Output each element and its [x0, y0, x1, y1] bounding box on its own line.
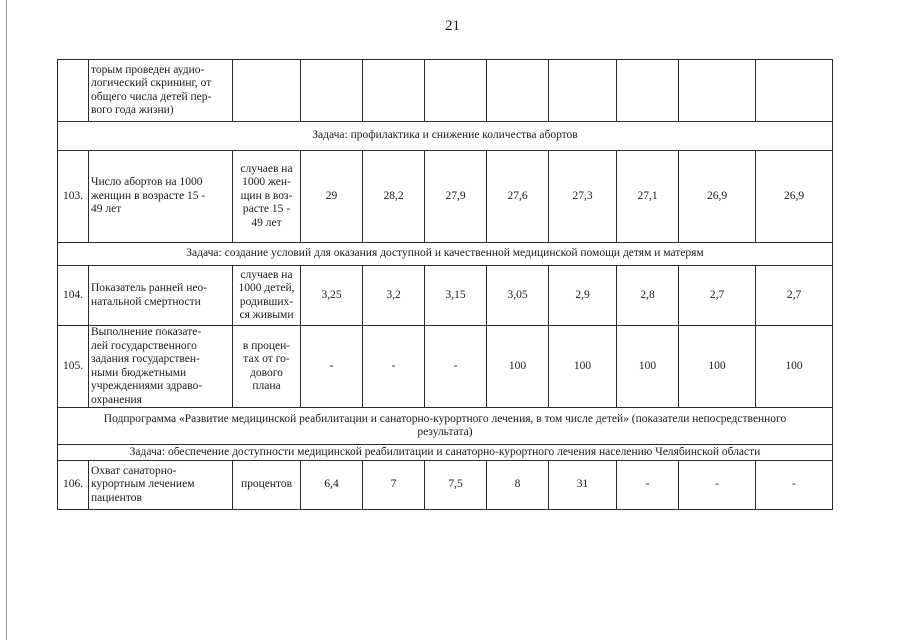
table-row	[58, 266, 833, 326]
value-cell	[301, 60, 363, 122]
value-cell: 3,25	[301, 266, 363, 326]
unit-of-measure	[233, 60, 301, 122]
text-line: лей государственного	[91, 339, 197, 352]
value-cell: -	[363, 326, 425, 408]
value-cell: -	[756, 461, 833, 510]
value-cell: -	[301, 326, 363, 408]
value-cell	[756, 60, 833, 122]
section-row	[58, 408, 833, 445]
text-line: дового	[250, 366, 283, 379]
value-cell	[679, 60, 756, 122]
value-cell	[617, 60, 679, 122]
value-cell: 3,15	[425, 266, 487, 326]
value-cell: 27,1	[617, 151, 679, 243]
text-line: случаев на	[240, 162, 293, 175]
text-line: курортным лечением	[91, 478, 195, 491]
value-cell: 3,05	[487, 266, 549, 326]
indicator-name	[89, 151, 233, 243]
value-cell: 26,9	[756, 151, 833, 243]
row-number: 103.	[58, 151, 89, 243]
value-cell: -	[617, 461, 679, 510]
indicator-name	[89, 266, 233, 326]
text-line: пациентов	[91, 491, 142, 504]
text-line: родивших-	[239, 295, 294, 308]
value-cell: 100	[679, 326, 756, 408]
value-cell: 7,5	[425, 461, 487, 510]
value-cell: 2,7	[756, 266, 833, 326]
unit-of-measure	[233, 151, 301, 243]
text-line: результата)	[417, 426, 473, 438]
indicator-name	[89, 326, 233, 408]
text-line: Показатель ранней нео-	[91, 282, 208, 294]
unit-of-measure	[233, 461, 301, 510]
value-cell	[363, 60, 425, 122]
value-cell: 100	[617, 326, 679, 408]
text-line: вого года жизни)	[91, 104, 174, 116]
table-row	[58, 461, 833, 510]
value-cell: 100	[487, 326, 549, 408]
table-row	[58, 151, 833, 243]
section-row	[58, 122, 833, 151]
value-cell	[487, 60, 549, 122]
text-line: расте 15 -	[242, 203, 291, 216]
left-margin-line	[6, 0, 7, 640]
row-number: 106.	[58, 461, 89, 510]
value-cell: 26,9	[679, 151, 756, 243]
section-row	[58, 243, 833, 266]
section-title: Задача: обеспечение доступности медицинской реабилитации и санаторно-курортного лечения населению Челябинской области	[58, 445, 833, 461]
table-row	[58, 60, 833, 122]
unit-of-measure	[233, 266, 301, 326]
section-title	[58, 408, 833, 445]
text-line: процентов	[240, 478, 293, 491]
text-line: логический скрининг, от	[91, 77, 212, 89]
text-line: 49 лет	[91, 203, 122, 216]
text-line: щин в воз-	[240, 189, 293, 202]
value-cell	[425, 60, 487, 122]
unit-of-measure	[233, 326, 301, 408]
text-line: охранения	[91, 393, 142, 406]
text-line: женщин в возрасте 15 -	[91, 189, 206, 202]
value-cell: 7	[363, 461, 425, 510]
value-cell: 27,3	[549, 151, 617, 243]
value-cell	[549, 60, 617, 122]
indicators-table	[57, 59, 833, 510]
value-cell: 29	[301, 151, 363, 243]
text-line: торым проведен аудио-	[91, 63, 205, 76]
value-cell: 100	[549, 326, 617, 408]
table-row	[58, 326, 833, 408]
text-line: задания государствен-	[91, 353, 200, 365]
value-cell: 8	[487, 461, 549, 510]
value-cell: 28,2	[363, 151, 425, 243]
text-line: Число абортов на 1000	[91, 176, 203, 189]
text-line: в процен-	[242, 339, 291, 352]
value-cell: 2,7	[679, 266, 756, 326]
text-line: общего числа детей пер-	[91, 90, 212, 103]
text-line: ся живыми	[239, 309, 294, 321]
text-line: натальной смертности	[91, 295, 201, 308]
text-line: Охват санаторно-	[91, 464, 177, 477]
value-cell: -	[425, 326, 487, 408]
text-line: случаев на	[240, 268, 293, 281]
indicator-name	[89, 461, 233, 510]
text-line: учреждениями здраво-	[91, 380, 203, 392]
value-cell: -	[679, 461, 756, 510]
section-title: Задача: создание условий для оказания доступной и качественной медицинской помощи детям и матерям	[58, 243, 833, 266]
value-cell: 27,9	[425, 151, 487, 243]
value-cell: 3,2	[363, 266, 425, 326]
text-line: ными бюджетными	[91, 366, 187, 379]
text-line: 1000 жен-	[242, 176, 291, 189]
page-number: 21	[445, 18, 460, 34]
value-cell: 2,9	[549, 266, 617, 326]
text-line: Подпрограмма «Развитие медицинской реабилитации и санаторно-курортного лечения, в том числе детей» (показатели непосредственного	[103, 412, 787, 425]
row-number: 104.	[58, 266, 89, 326]
row-number	[58, 60, 89, 122]
value-cell: 31	[549, 461, 617, 510]
text-line: 49 лет	[251, 216, 282, 229]
value-cell: 27,6	[487, 151, 549, 243]
value-cell: 100	[756, 326, 833, 408]
indicator-name	[89, 60, 233, 122]
text-line: плана	[252, 380, 281, 392]
text-line: тах от го-	[243, 353, 290, 365]
section-row	[58, 445, 833, 461]
section-title: Задача: профилактика и снижение количества абортов	[58, 122, 833, 151]
row-number: 105.	[58, 326, 89, 408]
text-line: 1000 детей,	[238, 282, 295, 294]
text-line: Выполнение показате-	[91, 326, 202, 338]
value-cell: 2,8	[617, 266, 679, 326]
value-cell: 6,4	[301, 461, 363, 510]
